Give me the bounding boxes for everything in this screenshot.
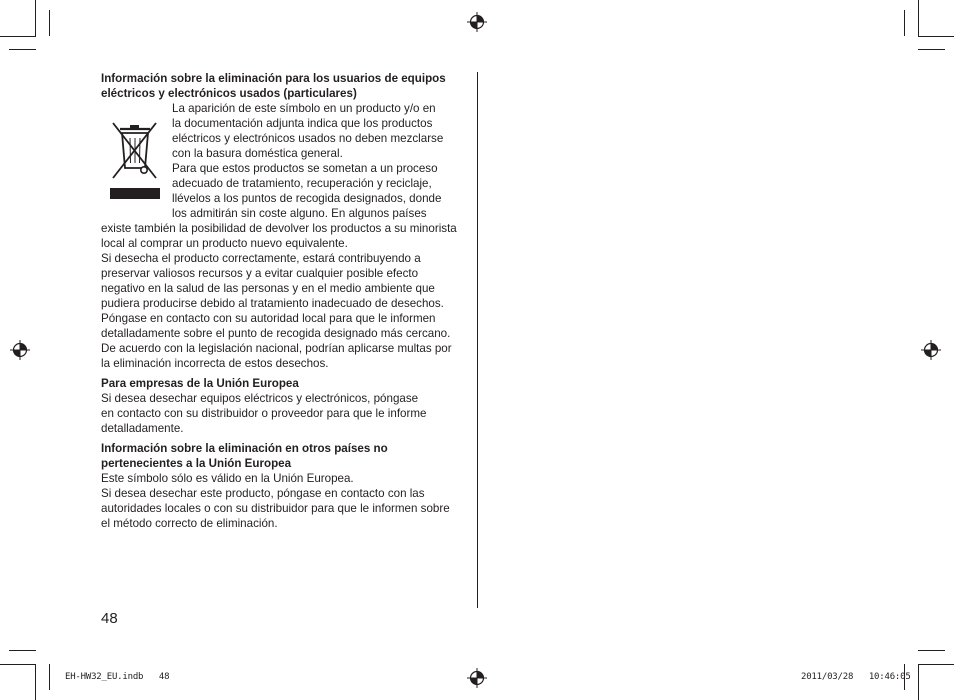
paragraph: La aparición de este símbolo en un producto y/o en la documentación adjunta indica que los productos eléctricos y electrónicos usados no deben mezclarse con la basura doméstica general. Para que estos productos se sometan a un proceso adecuado de tratamiento, recuperación y reciclaje, llévelos a los puntos de recogida designados, donde los admitirán sin coste alguno. En algunos países — [172, 102, 444, 220]
disposal-information-text — [101, 71, 469, 531]
paragraph: Este símbolo sólo es válido en la Unión Europea. Si desea desechar este producto, póngase en contacto con las autoridades locales o con su distribuidor para que le informen sobre el método correcto de eliminación. — [101, 472, 450, 530]
crop-mark — [918, 650, 945, 651]
crop-mark — [918, 664, 919, 700]
crop-mark — [0, 664, 36, 665]
section-heading: Para empresas de la Unión Europea — [101, 377, 299, 390]
registration-mark-icon — [10, 340, 30, 360]
crop-mark — [918, 664, 954, 665]
crop-mark — [35, 0, 36, 36]
paragraph: Si desea desechar equipos eléctricos y electrónicos, póngase en contacto con su distribuidor o proveedor para que le informe detalladamente. — [101, 392, 427, 435]
slug-datetime: 2011/03/28 10:46:05 — [801, 672, 911, 682]
crop-mark — [9, 49, 36, 50]
registration-mark-icon — [467, 668, 487, 688]
crop-mark — [918, 49, 945, 50]
paragraph: existe también la posibilidad de devolver los productos a su minorista local al comprar un producto nuevo equivalente. Si desecha el producto correctamente, estará contribuyendo a preservar valiosos recursos y a evitar cualquier posible efecto negativo en la salud de las personas y en el medio ambiente que pudiera producirse debido al tratamiento inadecuado de desechos. Póngase en contacto con su autoridad local para que le informen detalladamente sobre el punto de recogida designado más cercano. De acuerdo con la legislación nacional, podrían aplicarse multas por la eliminación incorrecta de estos desechos. — [101, 222, 457, 370]
crop-mark — [9, 650, 36, 651]
registration-mark-icon — [921, 340, 941, 360]
crop-mark — [918, 0, 919, 36]
column-divider — [477, 72, 478, 608]
section-heading: Información sobre la eliminación para los usuarios de equipos eléctricos y electrónicos usados (particulares) — [101, 72, 446, 100]
crop-mark — [0, 36, 36, 37]
page-number: 48 — [101, 610, 118, 627]
crop-mark — [904, 10, 905, 36]
registration-mark-icon — [467, 12, 487, 32]
crop-mark — [918, 36, 954, 37]
crop-mark — [35, 664, 36, 700]
section-heading: Información sobre la eliminación en otros países no pertenecientes a la Unión Europea — [101, 442, 388, 470]
crop-mark — [49, 10, 50, 36]
slug-filename: EH-HW32_EU.indb 48 — [65, 672, 170, 682]
crop-mark — [49, 664, 50, 690]
